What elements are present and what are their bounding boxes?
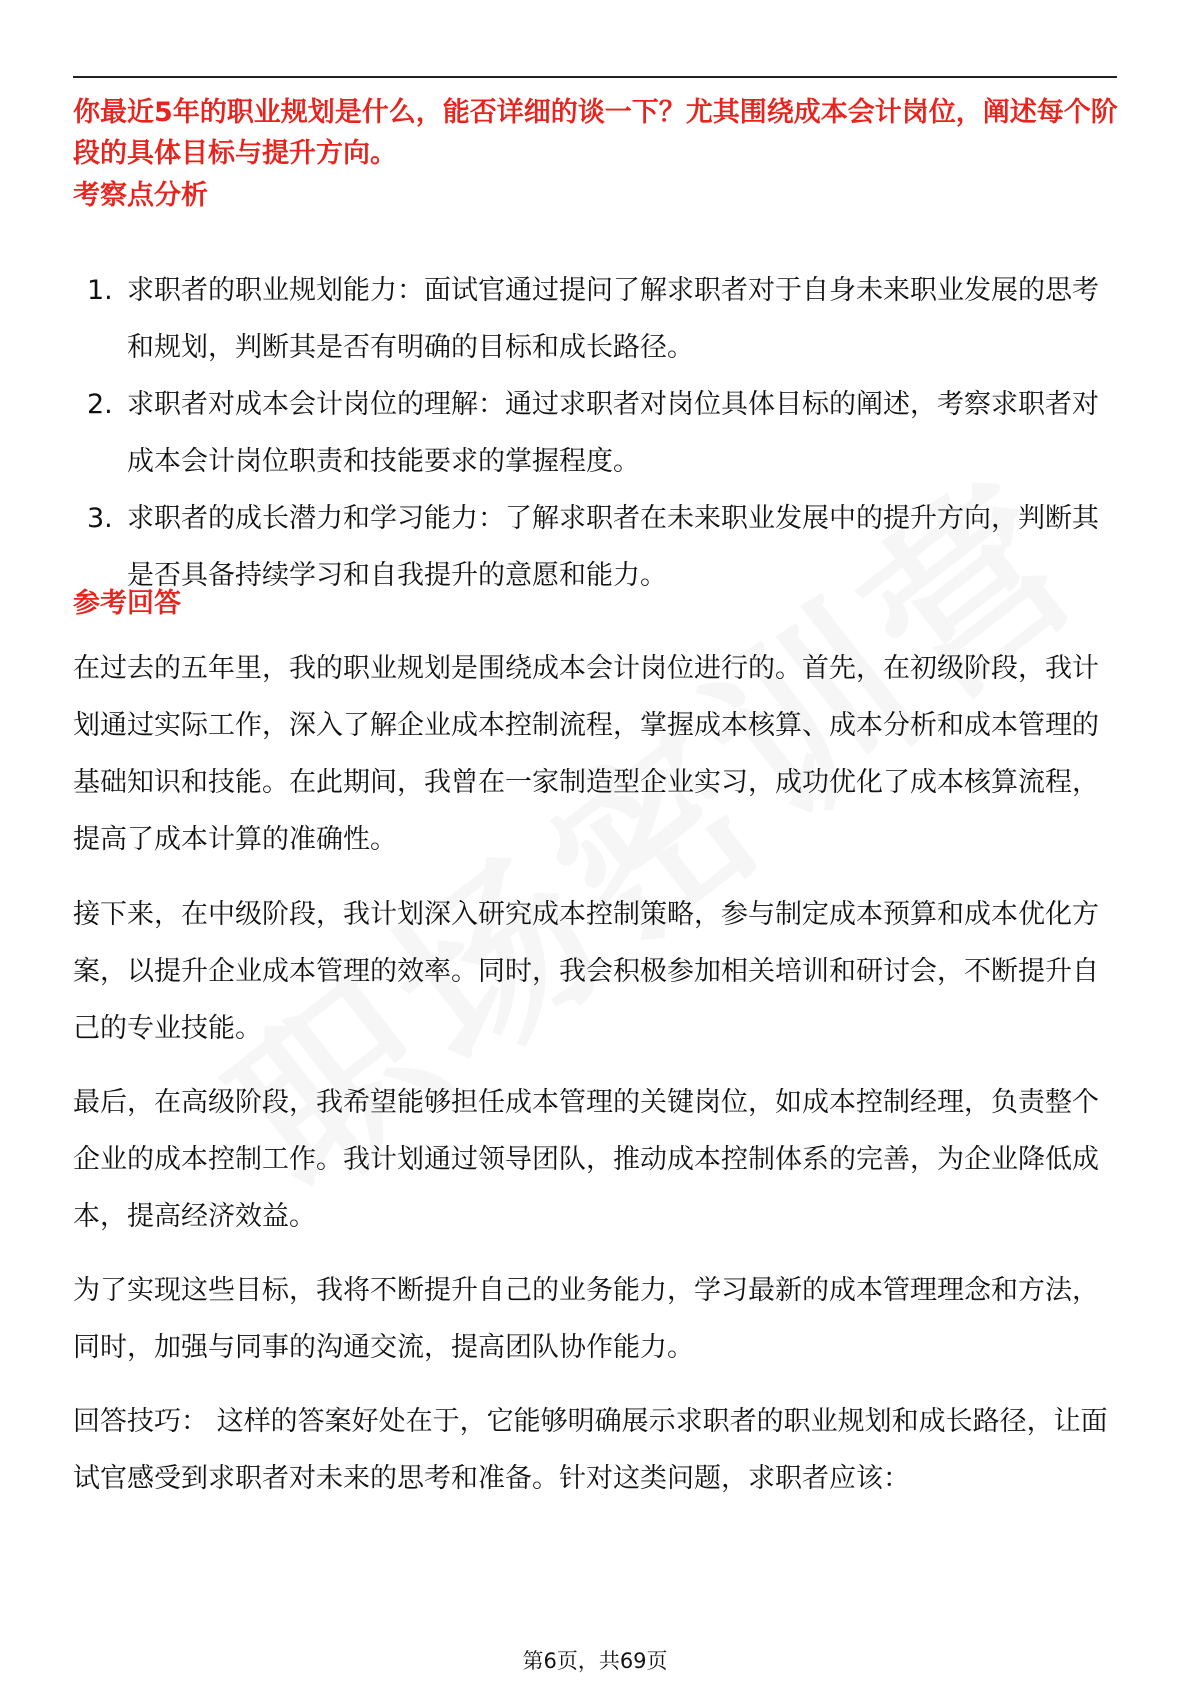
list-item xyxy=(73,262,1123,376)
page-footer: 第6页，共69页 xyxy=(522,1649,668,1673)
answer-paragraph: 接下来，在中级阶段，我计划深入研究成本控制策略，参与制定成本预算和成本优化方案，以提升企业成本管理的效率。同时，我会积极参加相关培训和研讨会，不断提升自己的专业技能。 xyxy=(73,899,1099,1044)
answer-paragraph: 最后，在高级阶段，我希望能够担任成本管理的关键岗位，如成本控制经理，负责整个企业的成本控制工作。我计划通过领导团队，推动成本控制体系的完善，为企业降低成本，提高经济效益。 xyxy=(73,1087,1099,1232)
list-item-number: 2. xyxy=(87,389,113,420)
answer-heading: 参考回答 xyxy=(73,588,181,619)
answer-paragraph: 在过去的五年里，我的职业规划是围绕成本会计岗位进行的。首先，在初级阶段，我计划通过实际工作，深入了解企业成本控制流程，掌握成本核算、成本分析和成本管理的基础知识和技能。在此期间，我曾在一家制造型企业实习，成功优化了成本核算流程，提高了成本计算的准确性。 xyxy=(73,653,1099,855)
list-item-number: 3. xyxy=(87,503,113,534)
question-title: 你最近5年的职业规划是什么，能否详细的谈一下？尤其围绕成本会计岗位，阐述每个阶段的具体目标与提升方向。 xyxy=(73,97,1118,169)
list-item-text: 求职者的成长潜力和学习能力：了解求职者在未来职业发展中的提升方向，判断其是否具备持续学习和自我提升的意愿和能力。 xyxy=(127,503,1099,591)
list-item xyxy=(73,376,1123,490)
answer-paragraph: 为了实现这些目标，我将不断提升自己的业务能力，学习最新的成本管理理念和方法，同时，加强与同事的沟通交流，提高团队协作能力。 xyxy=(73,1275,1099,1363)
list-item-number: 1. xyxy=(87,275,113,306)
analysis-heading: 考察点分析 xyxy=(73,180,208,211)
top-divider xyxy=(73,76,1117,78)
answer-tips-paragraph: 回答技巧： 这样的答案好处在于，它能够明确展示求职者的职业规划和成长路径，让面试官感受到求职者对未来的思考和准备。针对这类问题，求职者应该： xyxy=(73,1406,1108,1494)
list-item-text: 求职者对成本会计岗位的理解：通过求职者对岗位具体目标的阐述，考察求职者对成本会计岗位职责和技能要求的掌握程度。 xyxy=(127,389,1099,477)
list-item xyxy=(73,490,1123,604)
list-item-text: 求职者的职业规划能力：面试官通过提问了解求职者对于自身未来职业发展的思考和规划，判断其是否有明确的目标和成长路径。 xyxy=(127,275,1099,363)
analysis-list xyxy=(73,262,1123,604)
